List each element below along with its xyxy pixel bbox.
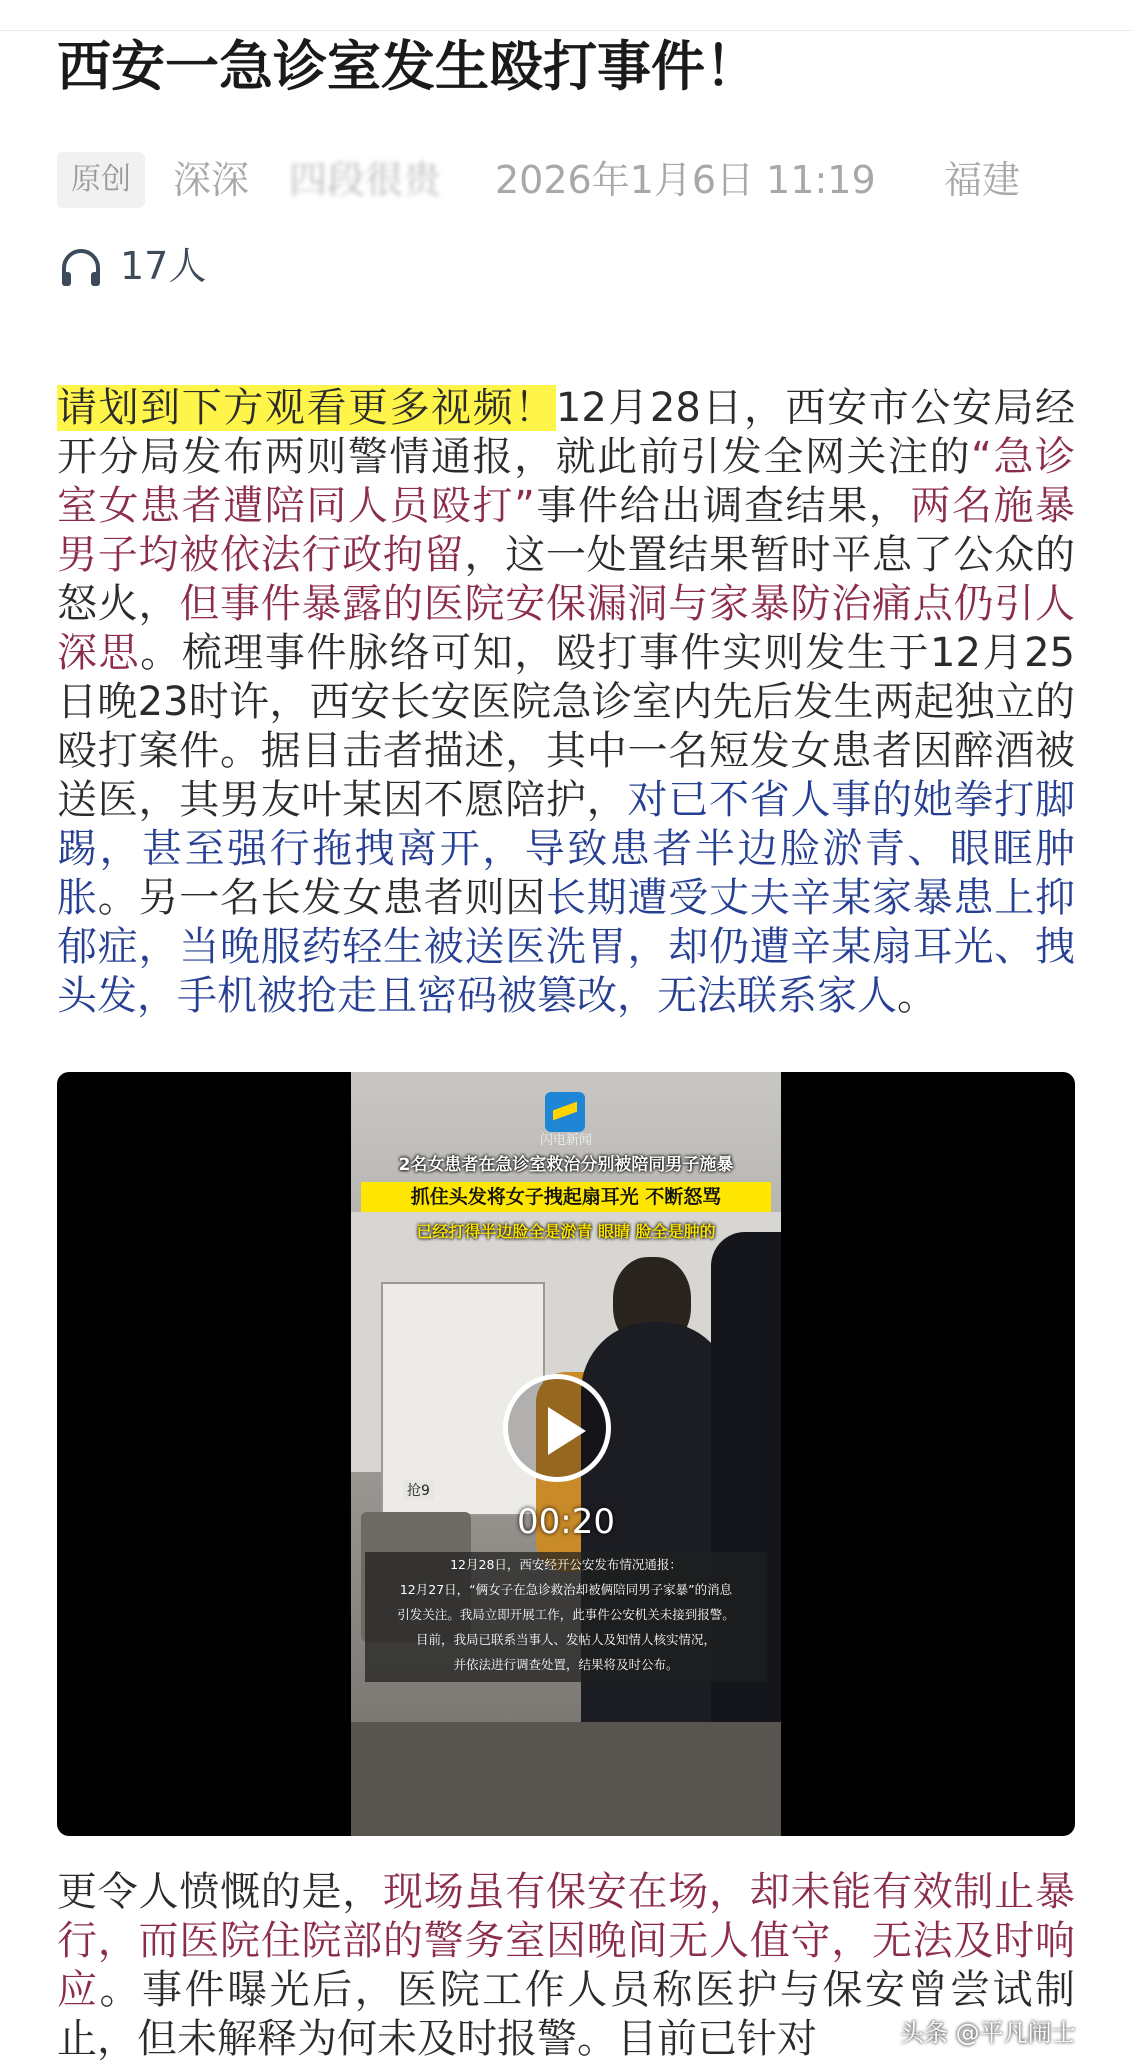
video-duration: 00:20 (517, 1502, 615, 1542)
scene-bed (351, 1722, 781, 1836)
channel-logo-icon (545, 1092, 585, 1132)
channel-name: 闪电新闻 (539, 1133, 592, 1148)
author-name[interactable]: 深深 (173, 158, 250, 202)
text-run: ，这一处置结果暂时平息了公众的怒火， (57, 532, 1075, 627)
emphasis-red: 两名施暴男子均被依法行政拘留 (57, 483, 1076, 578)
article-title: 西安一急诊室发生殴打事件！ (57, 35, 759, 98)
notice-line: 引发关注。我局立即开展工作，此事件公安机关未接到报警。 (397, 1607, 735, 1622)
text-run: 。 (897, 973, 937, 1019)
video-overlay-subtitle: 抓住头发将女子拽起扇耳光 不断怒骂 (361, 1182, 771, 1212)
headphone-icon (60, 248, 102, 288)
notice-line: 12月27日，“俩女子在急诊救治却被俩陪同男子家暴”的消息 (399, 1582, 733, 1597)
video-frame (351, 1072, 781, 1836)
notice-line: 并依法进行调查处置，结果将及时公布。 (453, 1657, 679, 1672)
original-badge: 原创 (57, 152, 145, 208)
listeners-count: 17人 (120, 244, 207, 288)
scroll-hint-highlight: 请划到下方观看更多视频！ (57, 385, 556, 431)
text-run: 。梳理事件脉络可知，殴打事件实则发生于12月25日晚23时许，西安长安医院急诊室内先后发生两起独立的殴打案件。据目击者描述，其中一名短发女患者因醉酒被送医，其男友叶某因不愿陪护， (57, 630, 1076, 823)
text-run: 事件给出调查结果， (534, 483, 911, 529)
text-run: 12月28日，西安市公安局经开分局发布两则警情通报，就此前引发全网关注的 (57, 385, 1076, 480)
listen-count[interactable] (60, 238, 360, 294)
emphasis-red: “急诊室女患者遭陪同人员殴打” (57, 434, 1075, 529)
text-run: 。另一名长发女患者则因 (97, 875, 546, 921)
emphasis-blue: 对已不省人事的她拳打脚踢，甚至强行拖拽离开，导致患者半边脸淤青、眼眶肿胀 (57, 777, 1075, 921)
publish-location: 福建 (944, 158, 1021, 202)
publish-datetime: 2026年1月6日 11:19 (495, 158, 876, 202)
play-button[interactable] (503, 1374, 611, 1482)
video-player[interactable] (57, 1072, 1075, 1836)
notice-line: 目前，我局已联系当事人、发帖人及知情人核实情况， (415, 1632, 716, 1647)
video-overlay-caption: 已经打得半边脸全是淤青 眼睛 脸全是肿的 (416, 1222, 716, 1241)
bed-label: 抢9 (403, 1480, 434, 1500)
emphasis-red: 但事件暴露的医院安保漏洞与家暴防治痛点仍引人深思 (57, 581, 1075, 676)
notice-line: 12月28日，西安经开公安发布情况通报： (450, 1557, 682, 1572)
top-divider (0, 0, 1132, 31)
article-paragraph-1 (57, 384, 1075, 1021)
text-run: 更令人愤慨的是， (57, 1869, 383, 1915)
source-watermark: 头条 @平凡闹士 (900, 2019, 1076, 2047)
article-meta (57, 150, 1077, 210)
emphasis-red: 现场虽有保安在场，却未能有效制止暴行，而医院住院部的警务室因晚间无人值守，无法及时响应 (57, 1869, 1075, 2013)
police-notice-overlay (365, 1552, 767, 1682)
text-run: 。事件曝光后，医院工作人员称医护与保安曾尝试制止，但未解释为何未及时报警。目前已针对 (57, 1967, 1076, 2062)
account-name-blurred: 四段很贵 (289, 158, 442, 202)
emphasis-blue: 长期遭受丈夫辛某家暴患上抑郁症，当晚服药轻生被送医洗胃，却仍遭辛某扇耳光、拽头发，手机被抢走且密码被篡改，无法联系家人 (57, 875, 1075, 1019)
video-overlay-title: 2名女患者在急诊室救治分别被陪同男子施暴 (398, 1155, 734, 1175)
play-icon (548, 1407, 586, 1455)
